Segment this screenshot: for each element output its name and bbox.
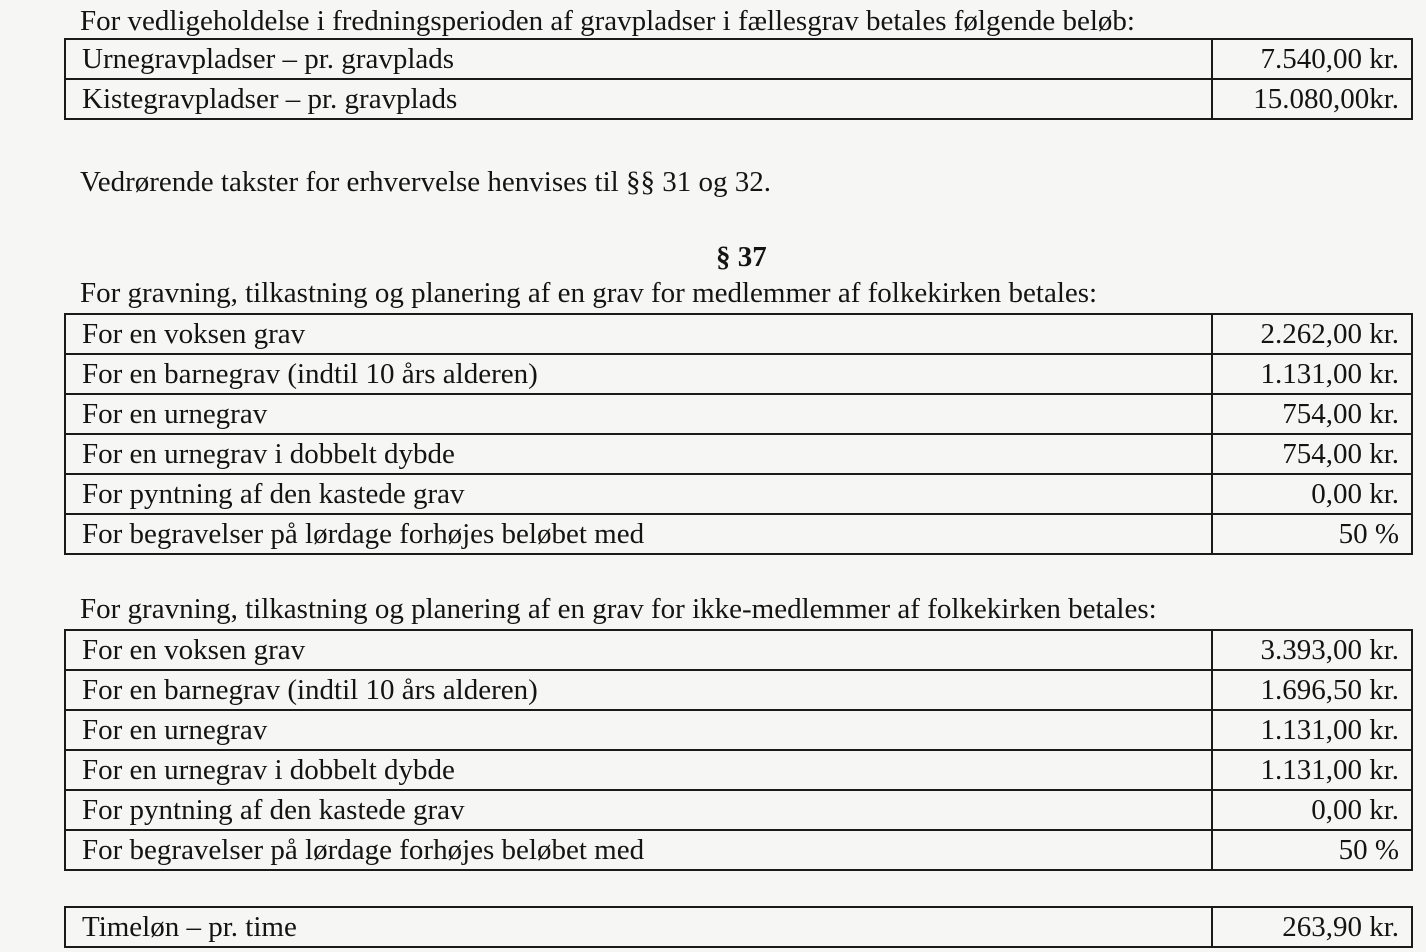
table-row: [65, 434, 1412, 474]
row-label: Kistegravpladser – pr. gravplads: [65, 79, 1212, 119]
row-amount: 15.080,00kr.: [1212, 79, 1412, 119]
row-amount: 2.262,00 kr.: [1212, 314, 1412, 354]
table-row: [65, 670, 1412, 710]
row-amount: 50 %: [1212, 514, 1412, 554]
row-amount: 0,00 kr.: [1212, 790, 1412, 830]
table-row: [65, 630, 1412, 670]
row-amount: 0,00 kr.: [1212, 474, 1412, 514]
row-label: Timeløn – pr. time: [65, 907, 1212, 947]
row-amount: 1.131,00 kr.: [1212, 750, 1412, 790]
table-row: [65, 394, 1412, 434]
row-label: For en barnegrav (indtil 10 års alderen): [65, 670, 1212, 710]
fee-table-hourly: [64, 906, 1413, 948]
row-amount: 263,90 kr.: [1212, 907, 1412, 947]
row-amount: 1.131,00 kr.: [1212, 354, 1412, 394]
row-label: For en urnegrav: [65, 710, 1212, 750]
table-row: [65, 79, 1412, 119]
row-label: Urnegravpladser – pr. gravplads: [65, 39, 1212, 79]
table-row: [65, 790, 1412, 830]
row-label: For en urnegrav i dobbelt dybde: [65, 750, 1212, 790]
row-label: For begravelser på lørdage forhøjes beløbet med: [65, 514, 1212, 554]
table-row: [65, 474, 1412, 514]
row-amount: 1.696,50 kr.: [1212, 670, 1412, 710]
fee-table-members: [64, 313, 1413, 555]
table-row: [65, 354, 1412, 394]
row-amount: 754,00 kr.: [1212, 434, 1412, 474]
table-row: [65, 514, 1412, 554]
row-amount: 3.393,00 kr.: [1212, 630, 1412, 670]
row-amount: 7.540,00 kr.: [1212, 39, 1412, 79]
row-label: For begravelser på lørdage forhøjes beløbet med: [65, 830, 1212, 870]
section-heading: § 37: [716, 241, 767, 273]
row-label: For pyntning af den kastede grav: [65, 474, 1212, 514]
section-a-intro: For vedligeholdelse i fredningsperioden af gravpladser i fællesgrav betales følgende beløb:: [80, 5, 1135, 37]
row-label: For en voksen grav: [65, 630, 1212, 670]
nonmembers-intro: For gravning, tilkastning og planering af en grav for ikke-medlemmer af folkekirken betales:: [80, 593, 1157, 625]
fee-table-nonmembers: [64, 629, 1413, 871]
members-intro: For gravning, tilkastning og planering af en grav for medlemmer af folkekirken betales:: [80, 277, 1098, 309]
fee-table-fellesgrav: [64, 38, 1413, 120]
row-amount: 754,00 kr.: [1212, 394, 1412, 434]
table-row: [65, 314, 1412, 354]
row-amount: 50 %: [1212, 830, 1412, 870]
row-label: For pyntning af den kastede grav: [65, 790, 1212, 830]
row-label: For en voksen grav: [65, 314, 1212, 354]
table-row: [65, 830, 1412, 870]
table-row: [65, 750, 1412, 790]
reference-note: Vedrørende takster for erhvervelse henvises til §§ 31 og 32.: [80, 166, 771, 198]
table-row: [65, 907, 1412, 947]
table-row: [65, 710, 1412, 750]
row-label: For en urnegrav i dobbelt dybde: [65, 434, 1212, 474]
table-row: [65, 39, 1412, 79]
row-label: For en urnegrav: [65, 394, 1212, 434]
row-amount: 1.131,00 kr.: [1212, 710, 1412, 750]
row-label: For en barnegrav (indtil 10 års alderen): [65, 354, 1212, 394]
